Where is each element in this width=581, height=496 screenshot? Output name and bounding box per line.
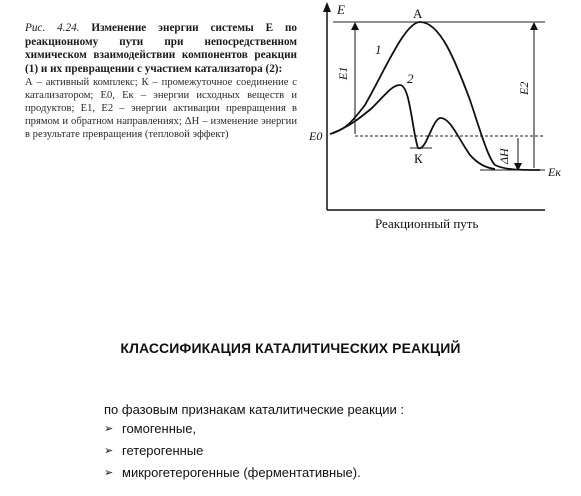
intermediate-label: К [414,151,423,166]
classification-intro: по фазовым признакам каталитические реакции : [104,402,405,417]
curve-1 [330,22,540,170]
list-item-label: гомогенные, [122,421,197,436]
caption-title: Изменение энергии системы E по реакционному пути при непосредственном химическом взаимодействии компонентов реакции (1) и их превращении с участием катализатора (2): [25,22,297,75]
section-title: КЛАССИФИКАЦИЯ КАТАЛИТИЧЕСКИХ РЕАКЦИЙ [120,340,461,356]
y-axis-arrow [323,2,331,12]
arrow-bullet-icon: ➢ [104,467,114,479]
x-axis-label: Реакционный путь [375,216,479,231]
list-item [104,462,361,484]
e0-label: E0 [309,129,323,143]
y-axis-label: E [337,2,345,17]
list-item-label: гетерогенные [122,443,204,458]
classification-list [104,418,361,484]
e2-label: E2 [517,81,531,95]
arrow-bullet-icon: ➢ [104,445,114,457]
ek-label: Eк [548,165,561,179]
list-item [104,418,361,440]
arrow-bullet-icon: ➢ [104,423,114,435]
e1-label: E1 [336,66,350,80]
peak-label: A [413,6,423,21]
curve-1-label: 1 [375,42,382,57]
list-item-label: микрогетерогенные (ферментативные). [122,465,361,480]
caption-description: А – активный комплекс; К – промежуточное соединение с катализатором; E0, Eк – энергии исходных веществ и продуктов; E1, E2 – энергии активации превращения в прямом и обратном направлениях; ΔH – изменение энергии в результате превращения (тепловой эффект) [25,77,297,141]
curve-2-label: 2 [407,71,414,86]
dh-label: ΔH [497,148,511,164]
figure-label: Рис. 4.24. [25,22,80,34]
list-item [104,440,361,462]
